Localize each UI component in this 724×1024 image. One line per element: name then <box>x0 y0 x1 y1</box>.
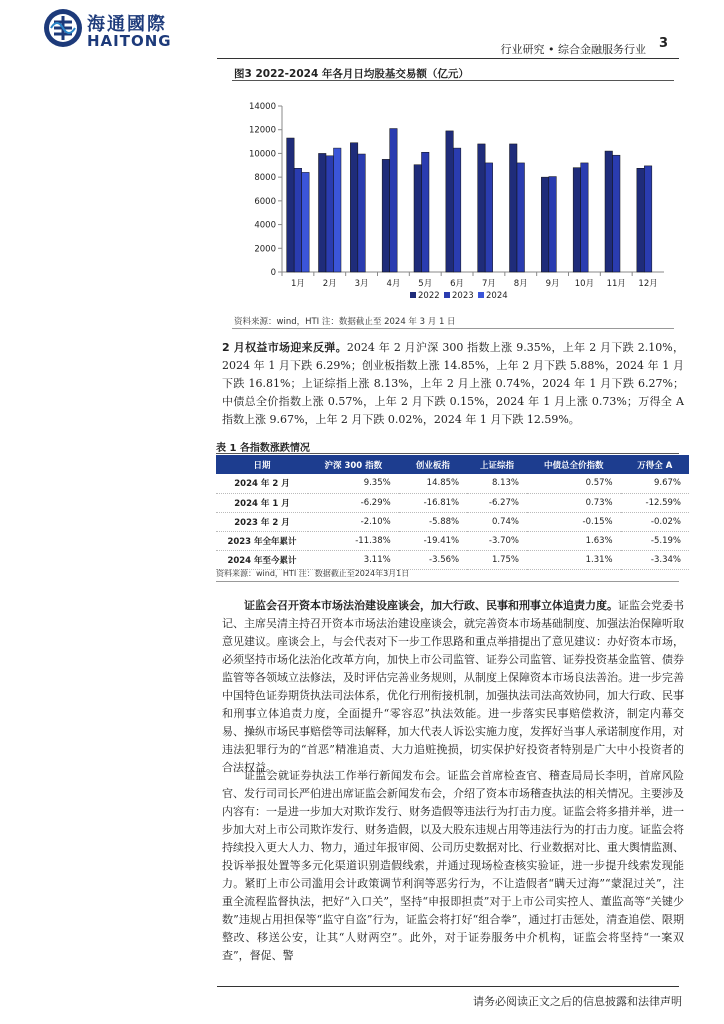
bar-2023 <box>644 166 652 272</box>
bar-2022 <box>605 151 613 272</box>
table-row <box>216 531 689 550</box>
table-cell: -16.81% <box>399 493 467 512</box>
table-cell: -19.41% <box>399 531 467 550</box>
table-row <box>216 550 689 569</box>
x-tick-label: 8月 <box>513 279 528 289</box>
column-header: 上证综指 <box>467 455 527 474</box>
y-tick-label: 4000 <box>254 220 276 231</box>
figure-title: 图3 2022-2024 年各月日均股基交易额（亿元） <box>234 68 469 80</box>
x-tick-label: 2月 <box>322 279 337 289</box>
table-cell: 1.75% <box>467 550 527 569</box>
legend-swatch-2024 <box>478 292 484 298</box>
table-cell: -5.19% <box>621 531 689 550</box>
y-tick-label: 0 <box>270 268 276 278</box>
table-row <box>216 512 689 531</box>
x-tick-label: 6月 <box>450 279 465 289</box>
x-tick-label: 12月 <box>638 279 658 289</box>
bar-2023 <box>358 154 366 272</box>
column-header: 日期 <box>216 455 308 474</box>
x-tick-label: 4月 <box>386 279 401 289</box>
bar-2022 <box>637 168 645 272</box>
bar-2023 <box>549 177 557 272</box>
table-cell: -5.88% <box>399 512 467 531</box>
y-tick-label: 8000 <box>254 173 276 184</box>
section-label: 行业研究 • 综合金融服务行业 <box>500 43 646 56</box>
company-logo <box>43 8 203 52</box>
bar-2023 <box>485 163 493 272</box>
y-tick-label: 6000 <box>254 196 276 207</box>
table-cell: -0.15% <box>527 512 621 531</box>
bar-2022 <box>350 143 358 272</box>
bar-2022 <box>446 131 454 272</box>
table-title: 表 1 各指数涨跌情况 <box>216 443 310 454</box>
x-tick-label: 5月 <box>418 279 433 289</box>
bar-2023 <box>581 163 589 272</box>
paragraph-text: 2024 年 2 月沪深 300 指数上涨 9.35%，上年 2 月下跌 2.10%，2024 年 1 月下跌 6.29%；创业板指数上涨 14.85%，上年 2 月下跌 5.88%，2024 年 1 月下跌 16.81%；上证综指上涨 8.13%，上年 2 月上涨 0.74%，2024 年 1 月下跌 6.27%；中债总全价指数上涨 0.57%，上年 2 月下跌 0.15%，2024 年 1 月上涨 0.73%；万得全 A 指数上涨 9.67%，上年 2 月下跌 0.02%，2024 年 1 月下跌 12.59%。 <box>222 341 685 426</box>
bar-2022 <box>573 168 581 272</box>
table-cell: 1.31% <box>527 550 621 569</box>
bar-2022 <box>382 159 390 272</box>
table-cell: 14.85% <box>399 474 467 493</box>
legend-swatch-2023 <box>444 292 450 298</box>
x-tick-label: 1月 <box>290 279 305 289</box>
bar-2023 <box>453 148 461 272</box>
table-cell: -3.70% <box>467 531 527 550</box>
table-cell: 0.74% <box>467 512 527 531</box>
bar-2023 <box>294 168 302 272</box>
bar-2024 <box>302 172 310 272</box>
table-cell: 8.13% <box>467 474 527 493</box>
haitong-logo-icon <box>43 8 83 48</box>
x-tick-label: 10月 <box>574 279 595 289</box>
bar-2022 <box>510 144 518 272</box>
bar-2023 <box>326 156 334 272</box>
bar-2023 <box>390 129 398 272</box>
table-cell: 2024 年 1 月 <box>216 493 308 512</box>
column-header: 中债总全价指数 <box>527 455 621 474</box>
column-header: 创业板指 <box>399 455 467 474</box>
page-number: 3 <box>658 36 668 51</box>
table-row <box>216 493 689 512</box>
table-cell: 0.73% <box>527 493 621 512</box>
paragraph-lead: 2 月权益市场迎来反弹。 <box>222 341 347 354</box>
column-header: 沪深 300 指数 <box>308 455 399 474</box>
legend-label-2022: 2022 <box>418 291 440 301</box>
table-cell: -0.02% <box>621 512 689 531</box>
table-title-divider <box>216 453 679 454</box>
bar-2023 <box>422 152 430 272</box>
table-cell: 1.63% <box>527 531 621 550</box>
bar-2023 <box>613 155 621 272</box>
x-tick-label: 7月 <box>481 279 496 289</box>
table-bottom-divider <box>216 581 679 582</box>
x-tick-label: 11月 <box>606 279 626 289</box>
table-cell: -6.27% <box>467 493 527 512</box>
table-cell: 0.57% <box>527 474 621 493</box>
daily-turnover-bar-chart <box>232 96 672 312</box>
bar-2022 <box>541 177 549 272</box>
figure-source: 资料来源：wind，HTI 注：数据截止至 2024 年 3 月 1 日 <box>234 317 456 327</box>
table-cell: -12.59% <box>621 493 689 512</box>
table-cell: -3.34% <box>621 550 689 569</box>
table-cell: 9.67% <box>621 474 689 493</box>
footer-divider <box>217 986 679 987</box>
table-source: 资料来源：wind，HTI 注：数据截止至2024年3月1日 <box>216 569 410 578</box>
y-tick-label: 12000 <box>248 125 276 136</box>
bar-2022 <box>287 138 295 272</box>
table-header-row <box>216 455 689 474</box>
table-cell: 2024 年 2 月 <box>216 474 308 493</box>
x-tick-label: 9月 <box>545 279 560 289</box>
logo-chinese-text: 海通國際 <box>87 14 167 35</box>
table-cell: 2023 年全年累计 <box>216 531 308 550</box>
table-cell: -6.29% <box>308 493 399 512</box>
table-cell: 2023 年 2 月 <box>216 512 308 531</box>
table-cell: -2.10% <box>308 512 399 531</box>
table-cell: 2024 年至今累计 <box>216 550 308 569</box>
y-tick-label: 14000 <box>248 102 276 112</box>
logo-english-text: HAITONG <box>87 32 172 50</box>
table-row <box>216 474 689 493</box>
column-header: 万得全 A <box>621 455 689 474</box>
paragraph-lead: 证监会召开资本市场法治建设座谈会，加大行政、民事和刑事立体追责力度。 <box>244 599 618 612</box>
footer-disclaimer: 请务必阅读正文之后的信息披露和法律声明 <box>473 995 682 1008</box>
bar-2022 <box>478 144 486 272</box>
paragraph-text: 证监会党委书记、主席吴清主持召开资本市场法治建设座谈会，就完善资本市场基础制度、加强法治保障听取意见建议。座谈会上，与会代表对下一步工作思路和重点举措提出了意见建议：办好资本市场，必须坚持市场化法治化改革方向，加快上市公司监管、证券公司监管、证券投资基金监管、债券监管等各领域立法修法，及时评估完善业务规则，从制度上保障资本市场良法善治。进一步完善中国特色证券期货执法司法体系，优化行刑衔接机制，加强执法司法高效协同，加大行政、民事和刑事立体追责力度，全面提升“零容忍”执法效能。进一步落实民事赔偿救济，制定内幕交易、操纵市场民事赔偿等司法解释，加大代表人诉讼实施力度，发挥好当事人承诺制度作用，对违法犯罪行为的“首恶”精准追责、大力追赃挽损，切实保护好投资者特别是广大中小投资者的合法权益。 <box>222 599 684 774</box>
figure-title-divider <box>232 80 674 81</box>
table-cell: -3.56% <box>399 550 467 569</box>
table-cell: 9.35% <box>308 474 399 493</box>
paragraph-text: 证监会就证券执法工作举行新闻发布会。证监会首席检查官、稽查局局长李明，首席风险官、发行司司长严伯进出席证监会新闻发布会，介绍了资本市场稽查执法的相关情况。主要涉及内容有：一是进一步加大对欺诈发行、财务造假等违法行为打击力度。证监会将多措并举，进一步加大对上市公司欺诈发行、财务造假，以及大股东违规占用等违法行为的打击力度。证监会将持续投入更大人力、物力，通过年报审阅、公司历史数据对比、行业数据对比、重大舆情监测、投诉举报处置等多元化渠道识别造假线索，并通过现场检查核实验证，进一步提升线索发现能力。紧盯上市公司滥用会计政策调节利润等恶劣行为，不让造假者“瞒天过海”“蒙混过关”，注重全流程监督执法，把好“入口关”，坚持“申报即担责”对于上市公司实控人、董监高等“关键少数”违规占用担保等“监守自盗”行为，证监会将打好“组合拳”，通过打击惩处，清查追偿、限期整改、移送公安，让其“人财两空”。此外，对于证券服务中介机构，证监会将坚持“一案双查”，督促、警 <box>222 769 684 962</box>
figure-bottom-divider <box>232 328 674 329</box>
header-divider <box>217 58 679 59</box>
paragraph-market-rebound <box>222 339 684 429</box>
x-tick-label: 3月 <box>354 279 369 289</box>
bar-2022 <box>319 153 327 272</box>
legend-label-2024: 2024 <box>486 291 508 301</box>
paragraph-enforcement-press <box>222 767 684 965</box>
legend-swatch-2022 <box>410 292 416 298</box>
table-cell: 3.11% <box>308 550 399 569</box>
y-tick-label: 2000 <box>254 244 276 255</box>
index-change-table <box>216 455 689 570</box>
paragraph-legal-symposium <box>222 597 684 777</box>
bar-2023 <box>517 163 525 272</box>
legend-label-2023: 2023 <box>452 291 474 301</box>
bar-2024 <box>334 148 342 272</box>
bar-2022 <box>414 165 422 272</box>
y-tick-label: 10000 <box>248 149 276 160</box>
table-cell: -11.38% <box>308 531 399 550</box>
